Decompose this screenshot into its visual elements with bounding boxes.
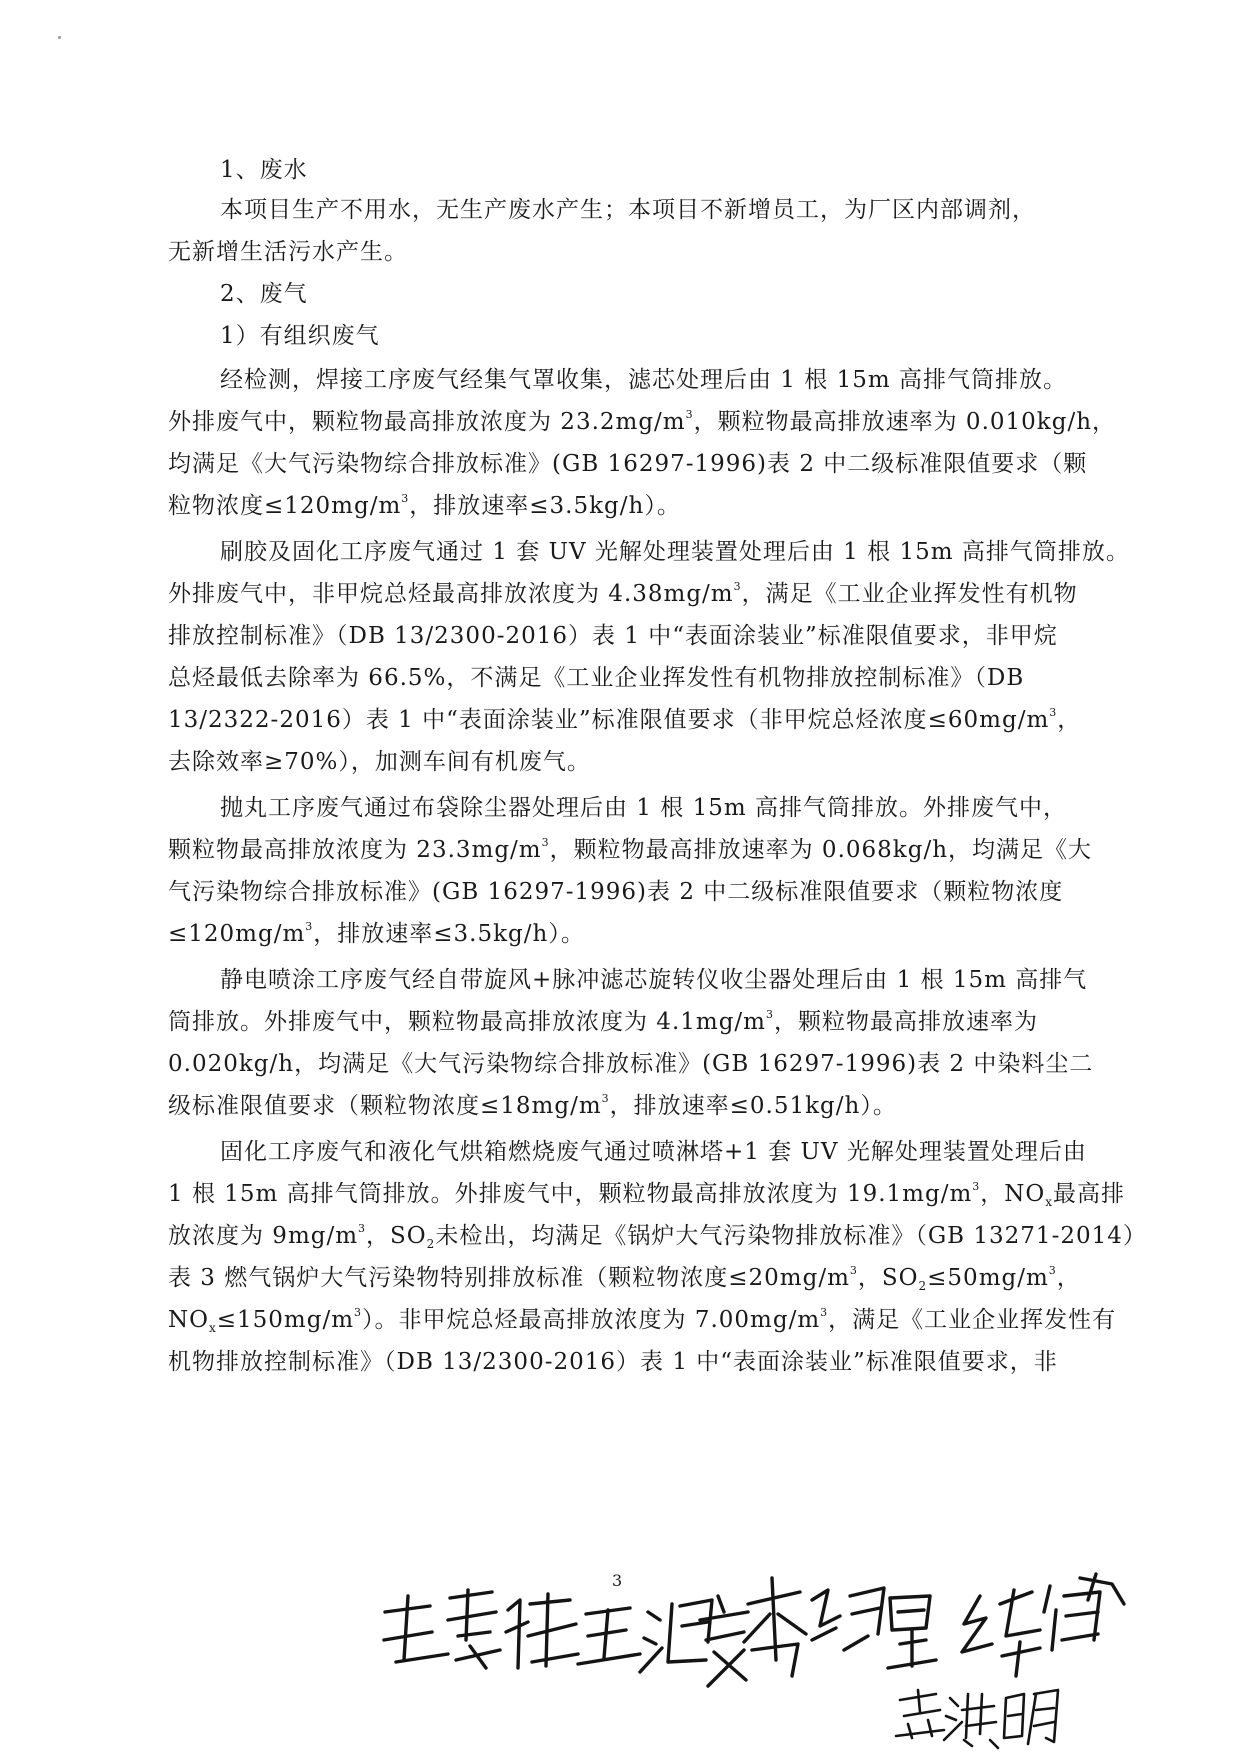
paragraph-line: 固化工序废气和液化气烘箱燃烧废气通过喷淋塔+1 套 UV 光解处理装置处理后由 <box>220 1139 1087 1165</box>
paragraph-line: 去除效率≥70%），加测车间有机废气。 <box>168 749 591 775</box>
paragraph-line: 级标准限值要求（颗粒物浓度$\le 18mg/m^3$，排放速率≤0.51kg/h）。 <box>168 1092 897 1119</box>
paragraph-line: 无新增生活污水产生。 <box>168 239 408 265</box>
heading-exhaust-gas: 2、废气 <box>220 281 308 307</box>
paragraph-line: 总烃最低去除率为 66.5%，不满足《工业企业挥发性有机物排放控制标准》（DB <box>168 665 1025 691</box>
signature-5 <box>896 1690 1058 1748</box>
subheading-organized-exhaust: 1）有组织废气 <box>220 323 380 349</box>
page-number: 3 <box>612 1571 623 1590</box>
signature-1 <box>384 1590 578 1668</box>
signature-4 <box>962 1574 1124 1676</box>
paragraph-line: 气污染物综合排放标准》(GB 16297-1996)表 2 中二级标准限值要求（颗粒物浓度 <box>168 879 1064 905</box>
scan-speck <box>58 36 61 39</box>
paragraph-line: 经检测，焊接工序废气经集气罩收集，滤芯处理后由 1 根 15m 高排气筒排放。 <box>220 367 1067 393</box>
paragraph-line: 筒排放。外排废气中，颗粒物最高排放浓度为 $4.1mg/m^3$，颗粒物最高排放速率为 <box>168 1008 1038 1035</box>
signature-3 <box>744 1578 936 1676</box>
signature-2 <box>578 1596 748 1686</box>
paragraph-line: 13/2322-2016）表 1 中“表面涂装业”标准限值要求（非甲烷总烃浓度$\le 60mg/m^3$， <box>168 706 1082 733</box>
paragraph-line: 表 3 燃气锅炉大气污染物特别排放标准（颗粒物浓度$\le 20mg/m^3$，$SO_2\le 50mg/m^3$， <box>168 1264 1081 1293</box>
paragraph-line: 1 根 15m 高排气筒排放。外排废气中，颗粒物最高排放浓度为 $19.1mg/m^3$，$NO_x$最高排 <box>168 1180 1126 1209</box>
paragraph-line: 抛丸工序废气通过布袋除尘器处理后由 1 根 15m 高排气筒排放。外排废气中， <box>220 795 1067 821</box>
paragraph-line: 颗粒物最高排放浓度为 $23.3mg/m^3$，颗粒物最高排放速率为 0.068kg/h，均满足《大 <box>168 836 1093 863</box>
paragraph-line: 放浓度为 $9mg/m^3$，$SO_2$未检出，均满足《锅炉大气污染物排放标准》（GB 13271-2014） <box>168 1222 1147 1251</box>
paragraph-line: $\le 120mg/m^3$，排放速率≤3.5kg/h）。 <box>168 920 585 947</box>
paragraph-line: 均满足《大气污染物综合排放标准》(GB 16297-1996)表 2 中二级标准限值要求（颗 <box>168 451 1088 477</box>
heading-wastewater: 1、废水 <box>220 157 308 183</box>
paragraph-line: 粒物浓度$\le 120mg/m^3$，排放速率≤3.5kg/h）。 <box>168 492 681 519</box>
paragraph-line: 本项目生产不用水，无生产废水产生；本项目不新增员工，为厂区内部调剂， <box>220 197 1036 223</box>
paragraph-line: 外排废气中，颗粒物最高排放浓度为 $23.2mg/m^3$，颗粒物最高排放速率为 0.010kg/h， <box>168 408 1117 435</box>
paragraph-line: 0.020kg/h，均满足《大气污染物综合排放标准》(GB 16297-1996)表 2 中染料尘二 <box>168 1051 1094 1077</box>
paragraph-line: 外排废气中，非甲烷总烃最高排放浓度为 $4.38mg/m^3$，满足《工业企业挥发性有机物 <box>168 580 1078 607</box>
paragraph-line: $NO_x\le 150mg/m^3$）。非甲烷总烃最高排放浓度为 $7.00mg/m^3$，满足《工业企业挥发性有 <box>168 1306 1117 1335</box>
signature-names-text: 李喜林王海霞李绍星徐1峰孟洪明 <box>400 1640 415 1641</box>
paragraph-line: 排放控制标准》（DB 13/2300-2016）表 1 中“表面涂装业”标准限值要求，非甲烷 <box>168 623 1058 649</box>
paragraph-line: 机物排放控制标准》（DB 13/2300-2016）表 1 中“表面涂装业”标准限值要求，非 <box>168 1349 1058 1375</box>
paragraph-line: 静电喷涂工序废气经自带旋风+脉冲滤芯旋转仪收尘器处理后由 1 根 15m 高排气 <box>220 967 1088 993</box>
paragraph-line: 刷胶及固化工序废气通过 1 套 UV 光解处理装置处理后由 1 根 15m 高排气筒排放。 <box>220 539 1130 565</box>
